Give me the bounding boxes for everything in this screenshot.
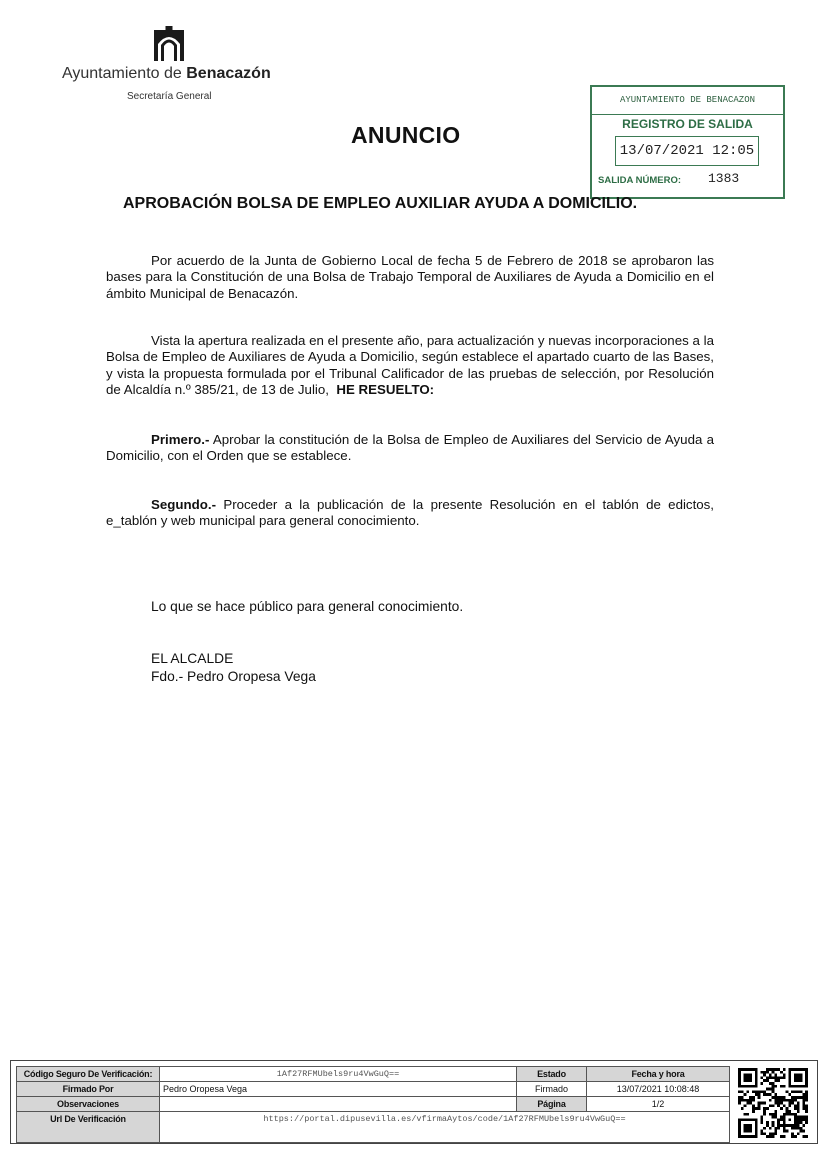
- closing-statement: Lo que se hace público para general conocimiento.: [151, 599, 464, 614]
- url-label: Url De Verificación: [17, 1112, 160, 1143]
- verification-table: [16, 1066, 730, 1143]
- observations-label: Observaciones: [17, 1097, 160, 1112]
- table-row: [17, 1067, 730, 1082]
- table-row: [17, 1112, 730, 1143]
- organization-name: [62, 65, 271, 83]
- resolution-heading: HE RESUELTO:: [336, 381, 435, 397]
- signed-by-value: Pedro Oropesa Vega: [160, 1082, 517, 1097]
- verification-code: 1Af27RFMUbels9ru4VwGuQ==: [160, 1067, 517, 1082]
- signed-by-label: Firmado Por: [17, 1082, 160, 1097]
- stamp-organization: AYUNTAMIENTO DE BENACAZON: [592, 87, 783, 115]
- registry-stamp: [590, 85, 785, 199]
- first-text: Aprobar la constitución de la Bolsa de Empleo de Auxiliares del Servicio de Ayuda a Domicilio, con el Orden que se establece.: [106, 432, 714, 464]
- verification-url[interactable]: https://portal.dipusevilla.es/vfirmaAytos/code/1Af27RFMUbels9ru4VwGuQ==: [160, 1112, 730, 1143]
- organization-prefix: Ayuntamiento de: [62, 65, 182, 82]
- document-title: ANUNCIO: [351, 122, 461, 148]
- stamp-number: 1383: [708, 171, 740, 186]
- datetime-value: 13/07/2021 10:08:48: [587, 1082, 730, 1097]
- paragraph-considerations: [106, 333, 714, 398]
- stamp-title: REGISTRO DE SALIDA: [622, 117, 753, 131]
- second-text: Proceder a la publicación de la presente Resolución en el tablón de edictos, e_tablón y web municipal para general conocimiento.: [106, 497, 714, 529]
- page-label: Página: [517, 1097, 587, 1112]
- stamp-number-label: SALIDA NÚMERO:: [598, 175, 682, 186]
- state-value: Firmado: [517, 1082, 587, 1097]
- paragraph-first-resolution: [106, 432, 714, 465]
- arch-gate-icon: [153, 26, 185, 62]
- qr-code-icon: [738, 1068, 808, 1138]
- paragraph-considerations-text: Vista la apertura realizada en el presente año, para actualización y nuevas incorporaciones a la Bolsa de Empleo de Auxiliares de Ayuda a Domicilio, según establece el apartado cuarto de las Bases, y vista la propuesta formulada por el Tribunal Calificador de las pruebas de selección, por Resolución de Alcaldía n.º 385/21, de 13 de Julio,: [106, 333, 714, 397]
- table-row: [17, 1082, 730, 1097]
- stamp-datetime: 13/07/2021 12:05: [615, 136, 759, 166]
- page-value: 1/2: [587, 1097, 730, 1112]
- organization-town: Benacazón: [186, 65, 271, 82]
- table-row: [17, 1097, 730, 1112]
- paragraph-second-resolution: [106, 497, 714, 530]
- first-lead: Primero.-: [151, 432, 210, 447]
- observations-value: [160, 1097, 517, 1112]
- datetime-label: Fecha y hora: [587, 1067, 730, 1082]
- department-name: Secretaría General: [127, 91, 212, 102]
- signer-role: EL ALCALDE: [151, 651, 234, 666]
- paragraph-background: Por acuerdo de la Junta de Gobierno Local de fecha 5 de Febrero de 2018 se aprobaron las bases para la Constitución de una Bolsa de Trabajo Temporal de Auxiliares de Ayuda a Domicilio en el ámbito Municipal de Benacazón.: [106, 253, 714, 301]
- document-subtitle: APROBACIÓN BOLSA DE EMPLEO AUXILIAR AYUDA A DOMICILIO.: [123, 195, 638, 212]
- signer-name: Fdo.- Pedro Oropesa Vega: [151, 669, 316, 684]
- code-label: Código Seguro De Verificación:: [17, 1067, 160, 1082]
- second-lead: Segundo.-: [151, 497, 216, 512]
- state-label: Estado: [517, 1067, 587, 1082]
